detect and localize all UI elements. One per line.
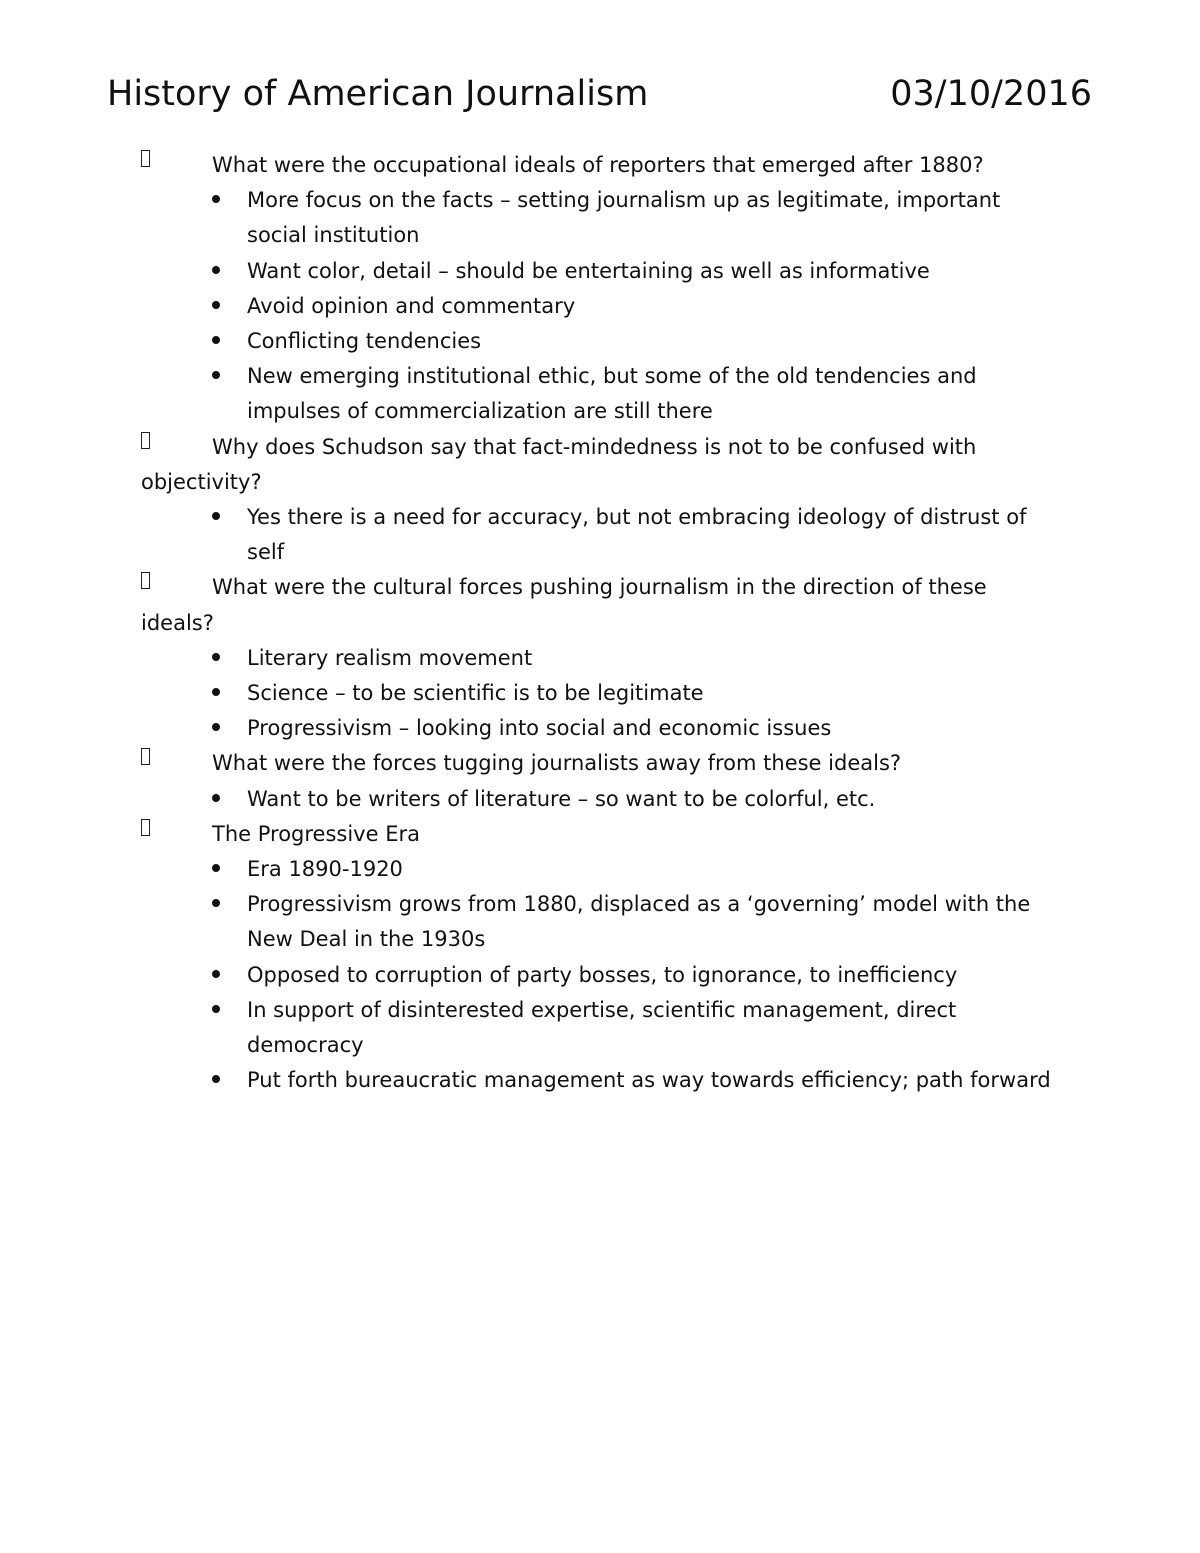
bullet-icon	[212, 864, 220, 872]
bullet-item	[247, 254, 1061, 289]
bullet-item	[247, 676, 1061, 711]
question-text: What were the cultural forces pushing journalism in the direction of these ideals?	[141, 575, 987, 635]
bullet-icon	[212, 653, 220, 661]
bullet-item	[247, 782, 1061, 817]
bullet-text: Put forth bureaucratic management as way towards efficiency; path forward	[247, 1068, 1051, 1093]
bullet-text: In support of disinterested expertise, scientific management, direct democracy	[247, 997, 957, 1058]
bullet-item	[247, 887, 1061, 957]
bullet-list	[141, 500, 1061, 570]
bullet-text: New emerging institutional ethic, but some of the old tendencies and impulses of commercialization are still there	[247, 364, 977, 424]
bullet-text: Conflicting tendencies	[247, 329, 482, 354]
notes-body	[141, 148, 1061, 1098]
document-date: 03/10/2016	[890, 74, 1092, 114]
question-item	[141, 746, 1061, 781]
bullet-text: Progressivism – looking into social and economic issues	[247, 716, 832, 741]
bullet-list	[141, 782, 1061, 817]
bullet-icon	[212, 970, 220, 978]
bullet-icon	[212, 371, 220, 379]
question-text: What were the forces tugging journalists away from these ideals?	[212, 751, 902, 776]
bullet-text: Era 1890-1920	[247, 857, 403, 882]
bullet-icon	[212, 336, 220, 344]
bullet-list	[141, 641, 1061, 747]
bullet-icon	[212, 723, 220, 731]
bullet-text: Yes there is a need for accuracy, but not embracing ideology of distrust of self	[247, 505, 1027, 565]
bullet-text: Science – to be scientific is to be legitimate	[247, 681, 704, 706]
bullet-text: Literary realism movement	[247, 645, 533, 670]
bullet-list	[141, 183, 1061, 429]
bullet-icon	[212, 301, 220, 309]
bullet-item	[247, 183, 1061, 253]
bullet-item	[247, 711, 1061, 746]
missing-glyph-icon	[141, 819, 150, 836]
bullet-text: Want color, detail – should be entertaining as well as informative	[247, 258, 930, 283]
bullet-icon	[212, 266, 220, 274]
question-text: The Progressive Era	[212, 821, 420, 846]
bullet-icon	[212, 1005, 220, 1013]
missing-glyph-icon	[141, 432, 150, 449]
question-item	[141, 570, 1061, 640]
bullet-text: Progressivism grows from 1880, displaced as a ‘governing’ model with the New Deal in the 1930s	[247, 892, 1031, 952]
bullet-item	[247, 324, 1061, 359]
bullet-icon	[212, 1075, 220, 1083]
bullet-text: More focus on the facts – setting journalism up as legitimate, important social institution	[247, 188, 1001, 248]
bullet-item	[247, 993, 1061, 1063]
missing-glyph-icon	[141, 150, 150, 167]
bullet-item	[247, 958, 1061, 993]
bullet-text: Avoid opinion and commentary	[247, 293, 576, 318]
document-title: History of American Journalism	[107, 74, 649, 114]
missing-glyph-icon	[141, 572, 150, 589]
question-item	[141, 148, 1061, 183]
document-header	[107, 70, 1092, 120]
bullet-icon	[212, 512, 220, 520]
bullet-icon	[212, 195, 220, 203]
bullet-item	[247, 500, 1061, 570]
bullet-icon	[212, 794, 220, 802]
bullet-item	[247, 852, 1061, 887]
question-text: Why does Schudson say that fact-mindedness is not to be confused with objectivity?	[141, 434, 977, 494]
bullet-icon	[212, 899, 220, 907]
bullet-item	[247, 1063, 1061, 1098]
bullet-text: Want to be writers of literature – so want to be colorful, etc.	[247, 786, 876, 811]
bullet-list	[141, 852, 1061, 1098]
question-item	[141, 430, 1061, 500]
bullet-text: Opposed to corruption of party bosses, to ignorance, to inefficiency	[247, 962, 958, 987]
question-text: What were the occupational ideals of reporters that emerged after 1880?	[212, 153, 984, 177]
bullet-item	[247, 641, 1061, 676]
missing-glyph-icon	[141, 748, 150, 765]
bullet-icon	[212, 688, 220, 696]
bullet-item	[247, 289, 1061, 324]
question-item	[141, 817, 1061, 852]
bullet-item	[247, 359, 1061, 429]
